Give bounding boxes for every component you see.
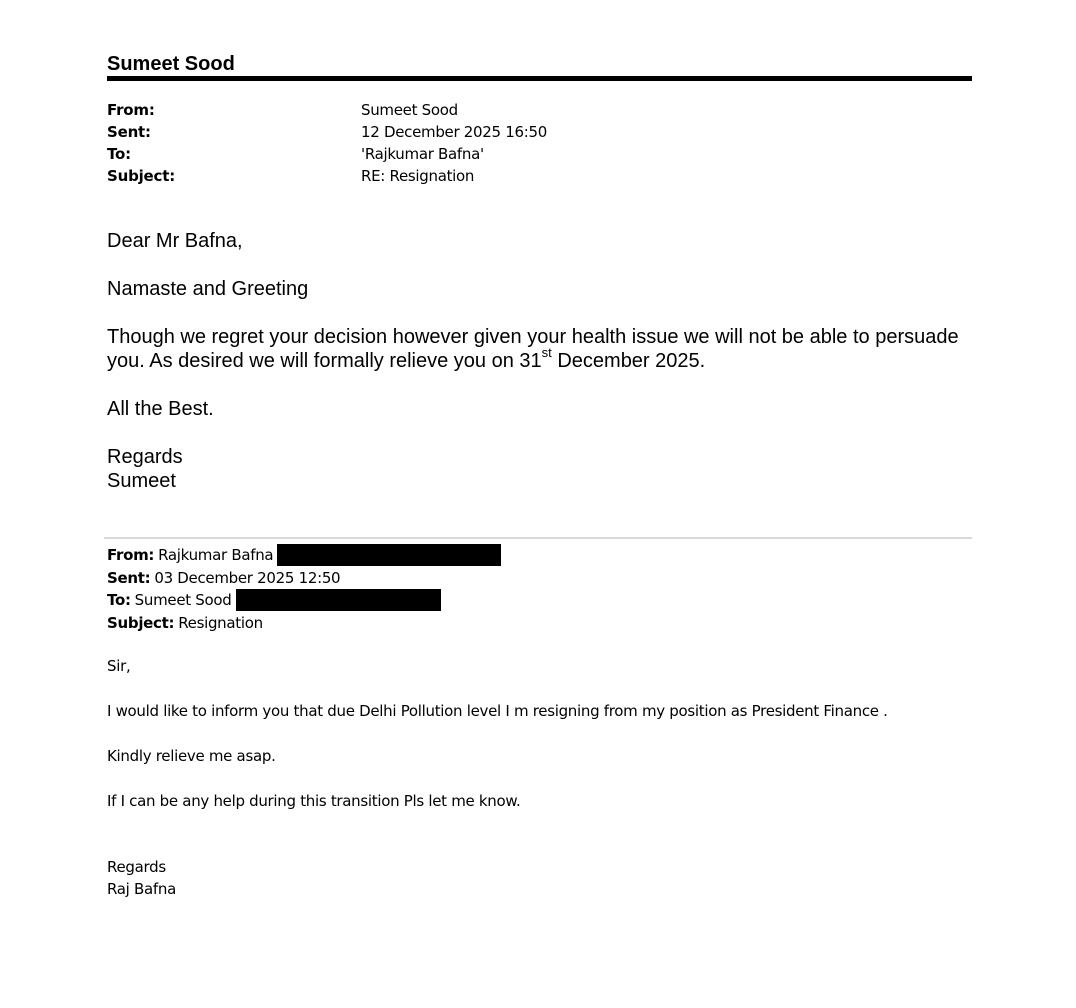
original-body-line: If I can be any help during this transition Pls let me know. (107, 792, 521, 810)
original-from-label: From: (107, 546, 155, 564)
original-signoff: Regards (107, 857, 166, 876)
header-value: 12 December 2025 16:50 (361, 123, 547, 141)
original-to-value: Sumeet Sood (134, 591, 232, 609)
original-row-to (107, 589, 972, 612)
reply-header-block (107, 99, 972, 187)
original-from-value: Rajkumar Bafna (158, 546, 274, 564)
reply-signoff: Regards (107, 446, 183, 468)
original-row-subject (107, 612, 972, 635)
header-value: RE: Resignation (361, 167, 475, 185)
header-label: Subject: (107, 167, 175, 185)
ordinal-suffix: st (541, 345, 552, 361)
reply-paragraph-end: December 2025. (551, 350, 706, 372)
original-subject-value: Resignation (178, 613, 263, 632)
original-sent-value: 03 December 2025 12:50 (154, 568, 341, 587)
reply-paragraph-text: Though we regret your decision however given your health issue we will not be able to persuade you. As desired we will formally relieve you on 31 (107, 326, 959, 372)
quoted-message-divider (104, 537, 972, 539)
reply-greeting: Dear Mr Bafna, (107, 230, 243, 252)
reply-wish: All the Best. (107, 398, 214, 420)
reply-body (107, 229, 972, 493)
original-salutation: Sir, (107, 657, 131, 675)
original-signature: Raj Bafna (107, 880, 176, 898)
redacted-email-box (277, 544, 501, 566)
header-divider (107, 76, 972, 81)
original-body-line: Kindly relieve me asap. (107, 747, 276, 765)
original-sent-label: Sent: (107, 568, 151, 587)
original-to-label: To: (107, 591, 131, 609)
header-label: To: (107, 145, 131, 163)
header-value: 'Rajkumar Bafna' (361, 145, 484, 163)
original-body (107, 655, 972, 901)
sender-title: Sumeet Sood (107, 53, 235, 75)
reply-signature: Sumeet (107, 470, 176, 492)
reply-paragraph (107, 325, 972, 373)
header-row-sent (107, 121, 972, 143)
original-header-block (107, 544, 972, 634)
header-row-subject (107, 165, 972, 187)
redacted-email-box (236, 589, 441, 611)
original-body-line: I would like to inform you that due Delhi Pollution level I m resigning from my position as President Finance . (107, 702, 888, 720)
header-row-to (107, 143, 972, 165)
header-label: From: (107, 101, 155, 119)
header-label: Sent: (107, 123, 151, 141)
reply-opening: Namaste and Greeting (107, 278, 309, 300)
header-row-from (107, 99, 972, 121)
header-value: Sumeet Sood (361, 101, 458, 119)
original-row-from (107, 544, 972, 567)
original-subject-label: Subject: (107, 613, 175, 632)
original-row-sent (107, 567, 972, 590)
